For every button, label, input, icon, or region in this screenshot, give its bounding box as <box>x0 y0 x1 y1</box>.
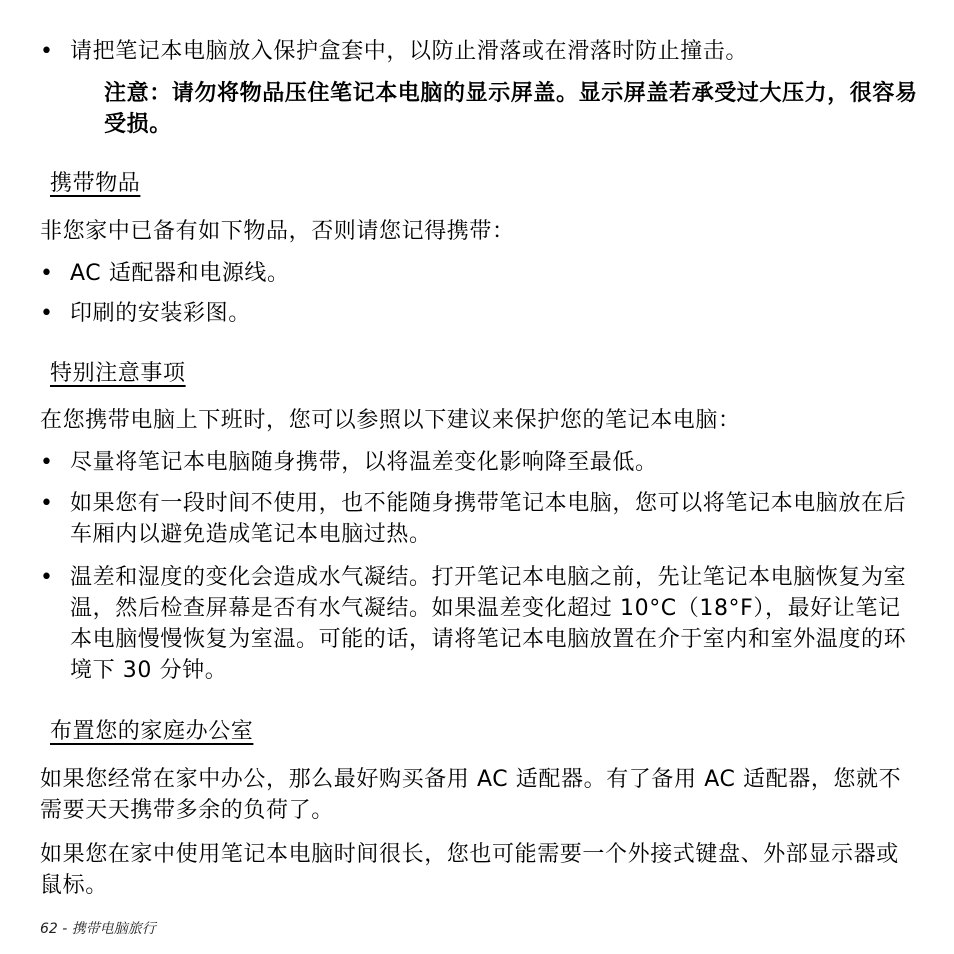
office-paragraph: 如果您经常在家中办公，那么最好购买备用 AC 适配器。有了备用 AC 适配器，您就不需要天天携带多余的负荷了。 <box>40 767 902 823</box>
carry-intro: 非您家中已备有如下物品，否则请您记得携带： <box>40 219 515 244</box>
carry-item: 印刷的安装彩图。 <box>70 301 251 326</box>
bullet-marker: • <box>40 491 53 516</box>
bullet-marker: • <box>40 261 53 286</box>
special-item: 尽量将笔记本电脑随身携带，以将温差变化影响降至最低。 <box>70 450 658 475</box>
bullet-marker: • <box>40 39 53 64</box>
special-intro: 在您携带电脑上下班时，您可以参照以下建议来保护您的笔记本电脑： <box>40 408 741 433</box>
section-heading-carry: 携带物品 <box>50 171 141 196</box>
special-item: 如果您有一段时间不使用，也不能随身携带笔记本电脑，您可以将笔记本电脑放在后车厢内以避免造成笔记本电脑过热。 <box>70 491 907 547</box>
section-heading-office: 布置您的家庭办公室 <box>50 719 254 744</box>
bullet-marker: • <box>40 301 53 326</box>
office-paragraph: 如果您在家中使用笔记本电脑时间很长，您也可能需要一个外接式键盘、外部显示器或鼠标。 <box>40 842 899 898</box>
bullet-marker: • <box>40 565 53 590</box>
bullet-marker: • <box>40 450 53 475</box>
note-text: 注意：请勿将物品压住笔记本电脑的显示屏盖。显示屏盖若承受过大压力，很容易受损。 <box>104 81 918 137</box>
section-heading-special: 特别注意事项 <box>50 361 186 386</box>
special-item: 温差和湿度的变化会造成水气凝结。打开笔记本电脑之前，先让笔记本电脑恢复为室温，然后检查屏幕是否有水气凝结。如果温差变化超过 10°C（18°F），最好让笔记本电脑慢慢恢复为室温。可能的话，请将笔记本电脑放置在介于室内和室外温度的环境下 30 分钟。 <box>70 565 907 683</box>
carry-item: AC 适配器和电源线。 <box>70 261 290 286</box>
page-footer: 62 - 携带电脑旅行 <box>40 921 156 937</box>
intro-bullet-text: 请把笔记本电脑放入保护盒套中，以防止滑落或在滑落时防止撞击。 <box>70 39 749 64</box>
